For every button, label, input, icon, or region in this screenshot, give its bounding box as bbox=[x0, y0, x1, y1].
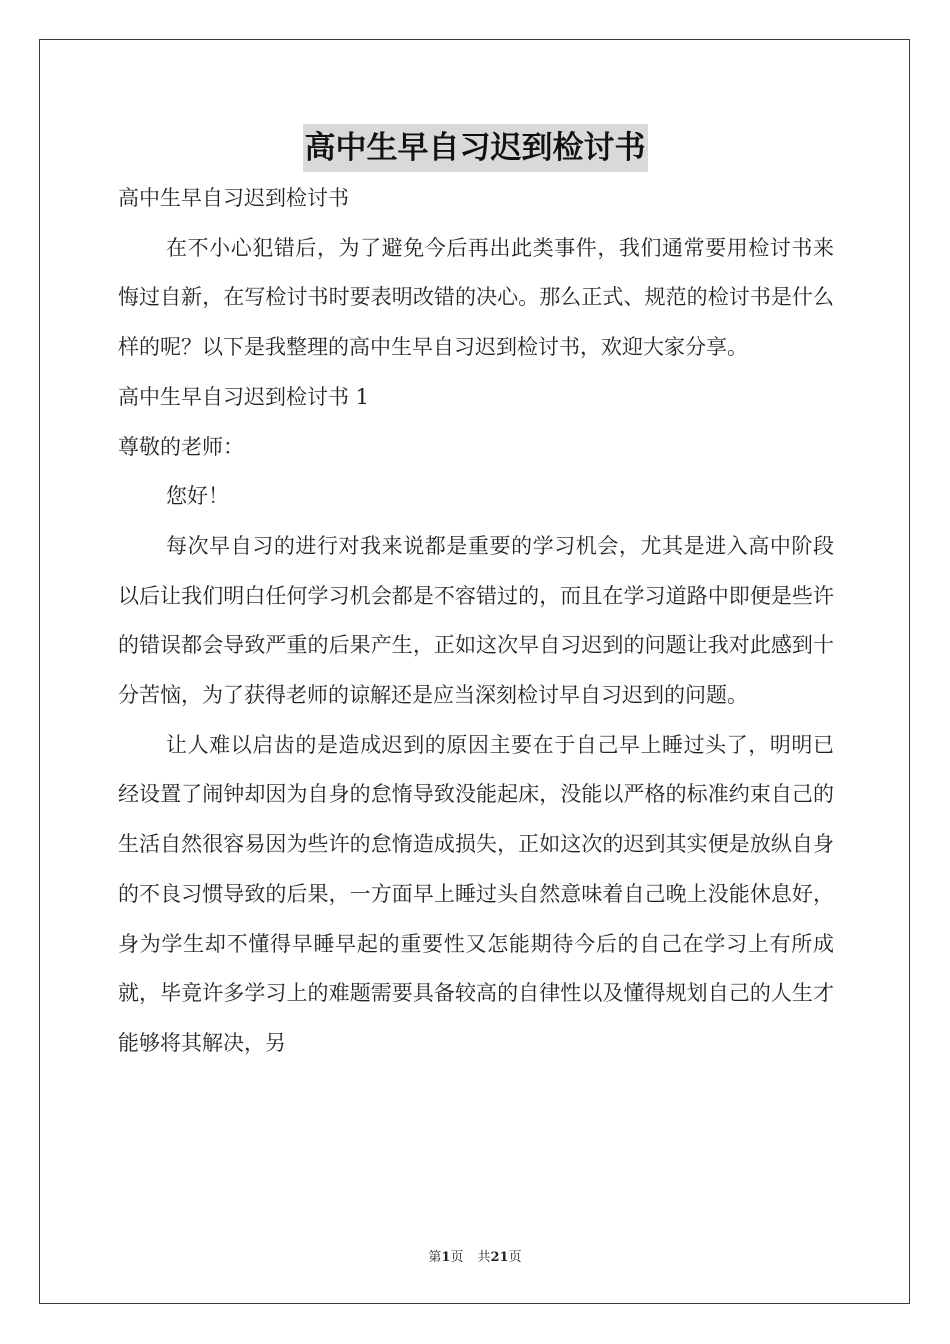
paragraph: 高中生早自习迟到检讨书 bbox=[118, 186, 349, 210]
page-total-suffix: 页 bbox=[508, 1250, 522, 1265]
paragraph: 在不小心犯错后，为了避免今后再出此类事件，我们通常要用检讨书来悔过自新，在写检讨书时要表明改错的决心。那么正式、规范的检讨书是什么样的呢？以下是我整理的高中生早自习迟到检讨书，欢迎大家分享。 bbox=[118, 235, 834, 360]
paragraph: 尊敬的老师： bbox=[118, 434, 244, 459]
page-number-current: 1 bbox=[441, 1250, 451, 1265]
page-total: 21 bbox=[490, 1250, 509, 1265]
document-body bbox=[118, 174, 834, 1069]
page-total-prefix: 共 bbox=[477, 1250, 491, 1265]
paragraph: 高中生早自习迟到检讨书 1 bbox=[118, 384, 370, 409]
page-number-suffix: 页 bbox=[450, 1250, 464, 1265]
page-footer bbox=[0, 1246, 950, 1265]
paragraph: 每次早自习的进行对我来说都是重要的学习机会，尤其是进入高中阶段以后让我们明白任何学习机会都是不容错过的，而且在学习道路中即便是些许的错误都会导致严重的后果产生，正如这次早自习迟到的问题让我对此感到十分苦恼，为了获得老师的谅解还是应当深刻检讨早自习迟到的问题。 bbox=[118, 533, 834, 708]
page-number-prefix: 第 bbox=[428, 1250, 442, 1265]
paragraph: 让人难以启齿的是造成迟到的原因主要在于自己早上睡过头了，明明已经设置了闹钟却因为自身的怠惰导致没能起床，没能以严格的标准约束自己的生活自然很容易因为些许的怠惰造成损失，正如这次的迟到其实便是放纵自身的不良习惯导致的后果，一方面早上睡过头自然意味着自己晚上没能休息好，身为学生却不懂得早睡早起的重要性又怎能期待今后的自己在学习上有所成就，毕竟许多学习上的难题需要具备较高的自律性以及懂得规划自己的人生才能够将其解决，另 bbox=[118, 732, 834, 1055]
paragraph: 您好！ bbox=[166, 484, 229, 509]
title-container bbox=[0, 124, 950, 172]
document-title: 高中生早自习迟到检讨书 bbox=[303, 124, 648, 172]
